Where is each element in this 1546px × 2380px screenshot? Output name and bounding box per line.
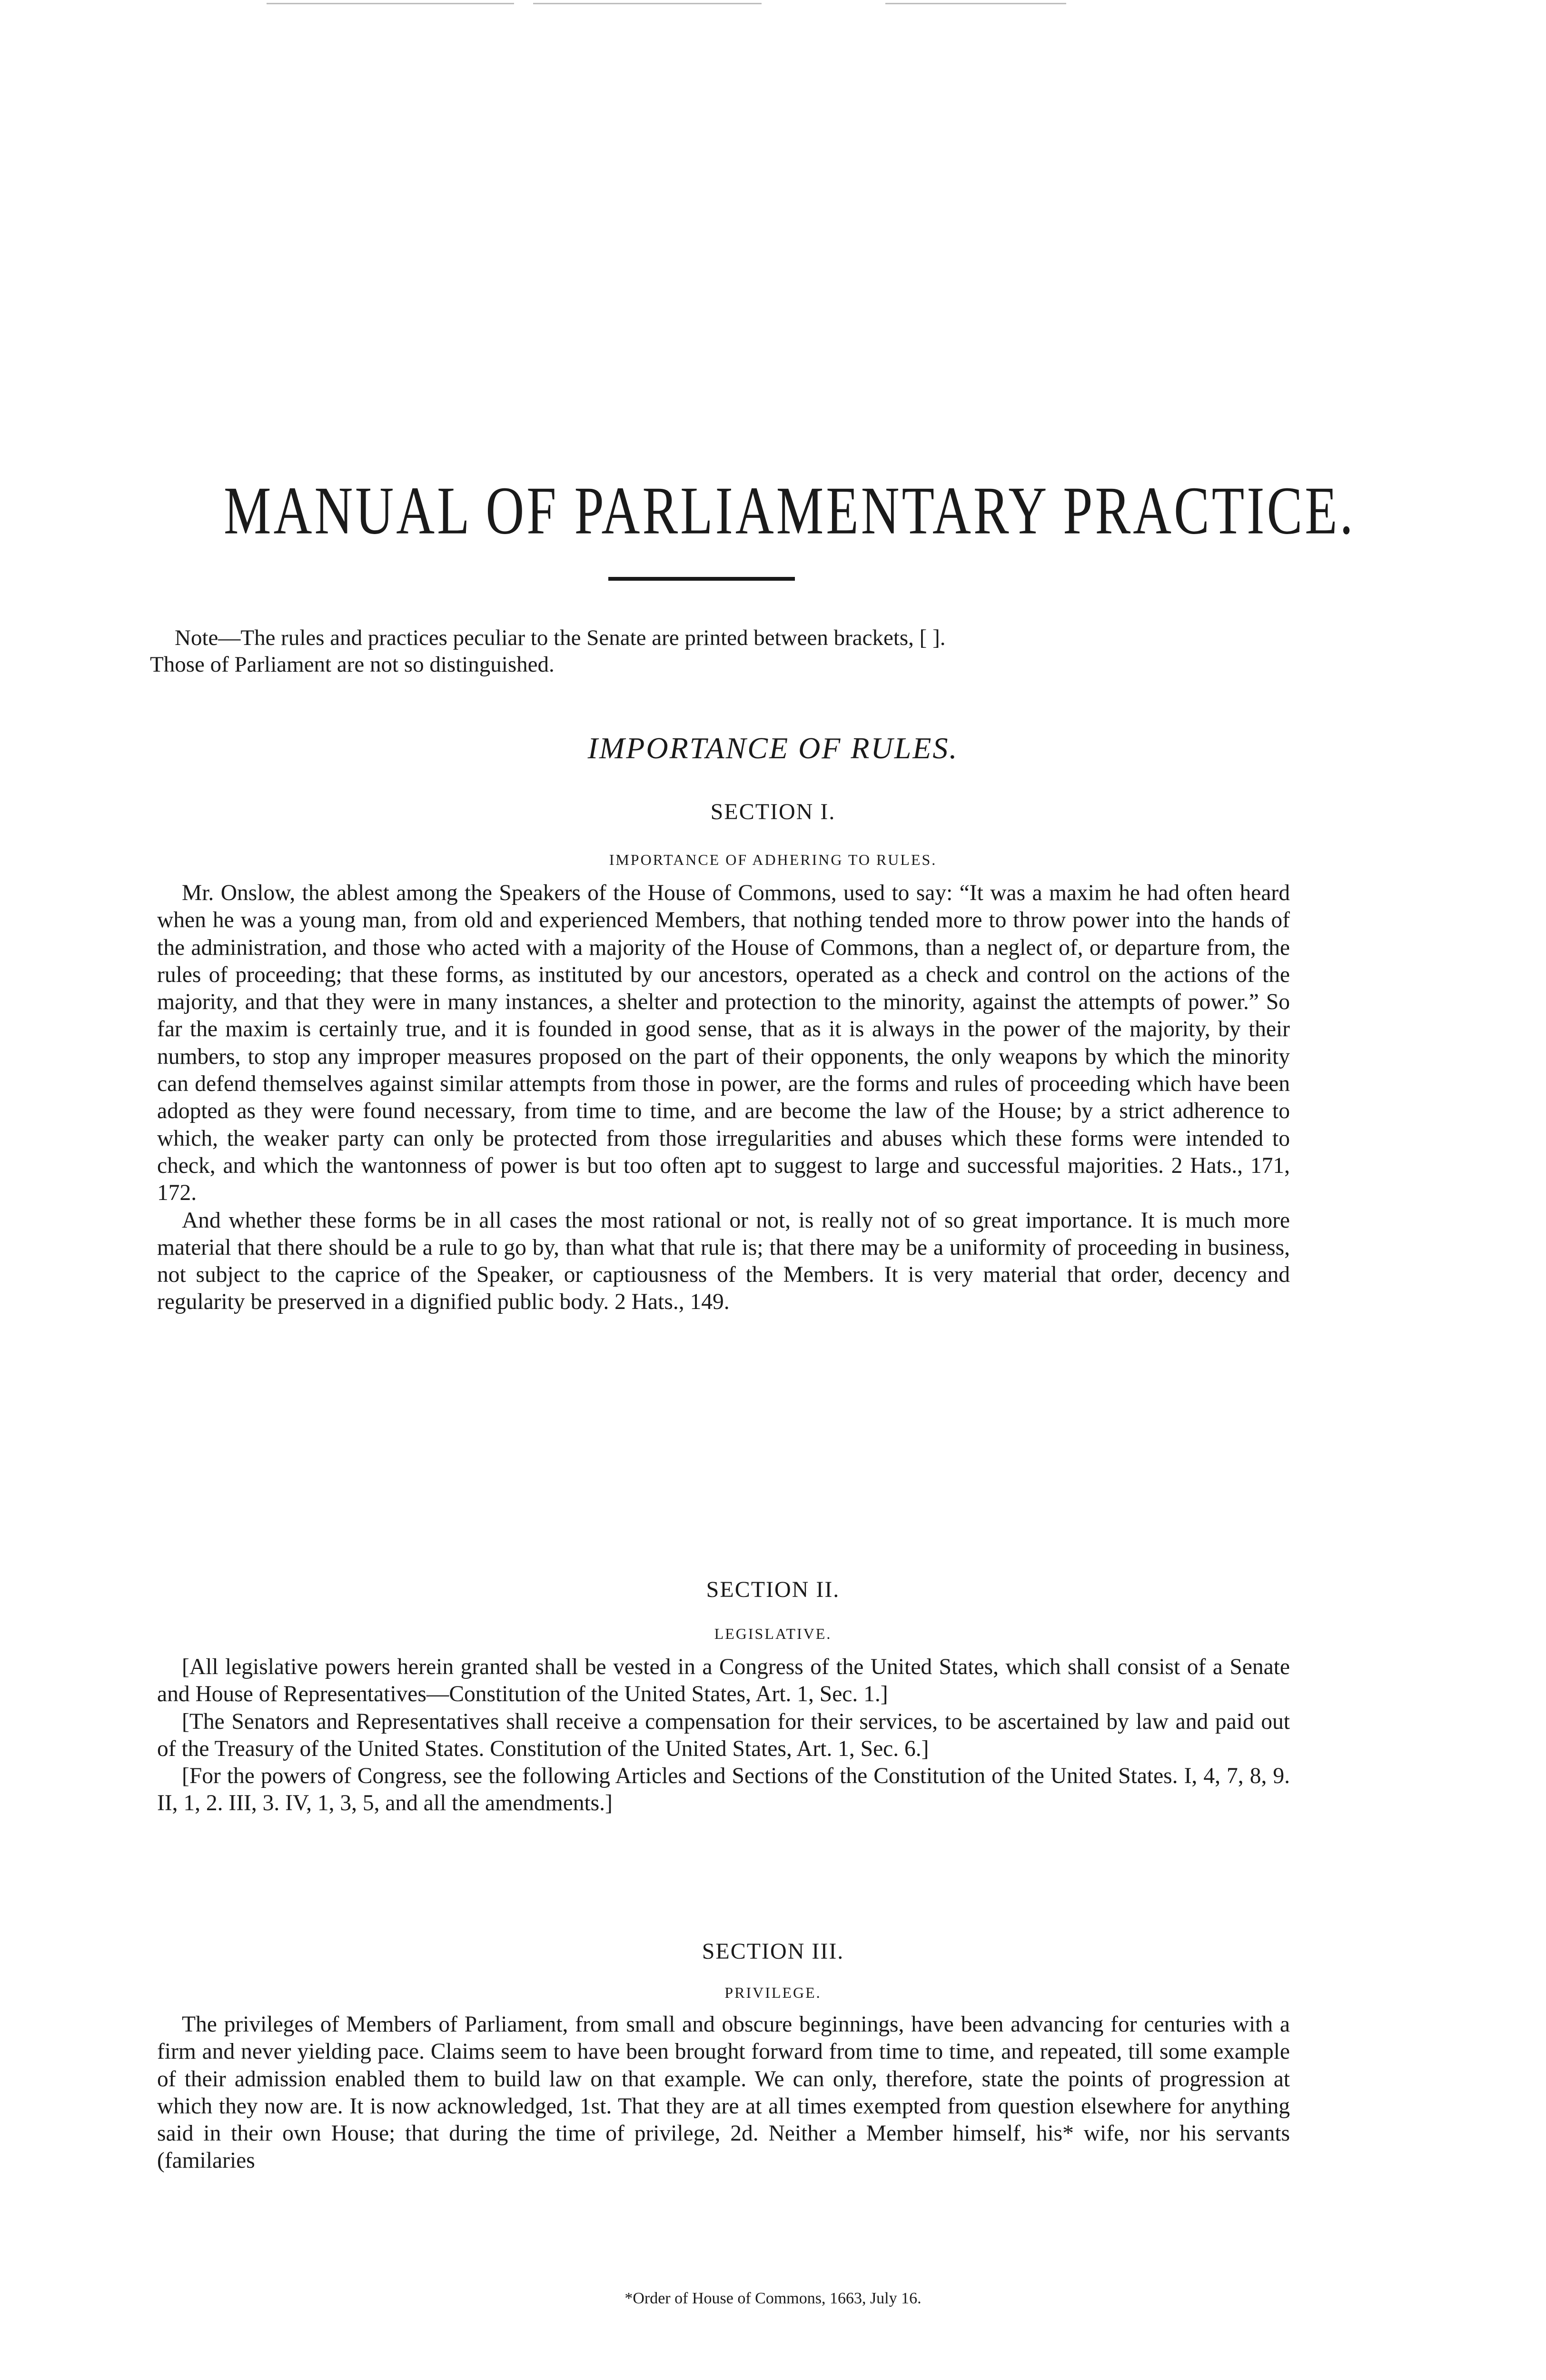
note (150, 625, 1290, 678)
page-title: MANUAL OF PARLIAMENTARY PRACTICE. (224, 473, 1356, 549)
note-line-2: Those of Parliament are not so distinguished. (150, 652, 555, 677)
note-line-1: Note—The rules and practices peculiar to the Senate are printed between brackets, [ ]. (175, 625, 946, 650)
section-2-heading: SECTION II. (706, 1577, 840, 1602)
paragraph: [All legislative powers herein granted shall be vested in a Congress of the United States, which shall consist of a Senate and House of Representatives—Constitution of the United States, Art. 1, Sec. 1.] (157, 1655, 1290, 1707)
paragraph: [The Senators and Representatives shall receive a compensation for their services, to be ascertained by law and paid out of the Treasury of the United States. Constitution of the United States, Art. 1, Sec. 6.] (157, 1709, 1290, 1761)
section-3-heading: SECTION III. (702, 1939, 844, 1964)
paragraph: Mr. Onslow, the ablest among the Speakers of the House of Commons, used to say: “It was a maxim he had often heard when he was a young man, from old and experienced Members, that nothing tended more to throw power into the hands of the administration, and those who acted with a majority of the House of Commons, than a neglect of, or departure from, the rules of proceeding; that these forms, as instituted by our ancestors, operated as a check and control on the actions of the majority, and that they were in many instances, a shelter and protection to the minority, against the attempts of power.” So far the maxim is certainly true, and it is founded in good sense, that as it is always in the power of the majority, by their numbers, to stop any improper measures proposed on the part of their opponents, the only weapons by which the minority can defend themselves against similar attempts from those in power, are the forms and rules of proceeding which have been adopted as they were found necessary, from time to time, and are become the law of the House; by a strict adherence to which, the weaker party can only be protected from those irregularities and abuses which these forms were intended to check, and which the wantonness of power is but too often apt to suggest to large and successful majorities. 2 Hats., 171, 172. (157, 881, 1290, 1206)
scan-edge-marks (0, 0, 1546, 10)
section-2-subheading: LEGISLATIVE. (714, 1625, 832, 1642)
footnote: *Order of House of Commons, 1663, July 16. (624, 2290, 922, 2307)
title-divider (608, 577, 795, 581)
part-heading: IMPORTANCE OF RULES. (587, 731, 959, 765)
section-3-subheading: PRIVILEGE. (724, 1984, 822, 2001)
section-3-body (157, 2011, 1290, 2175)
section-1-heading: SECTION I. (710, 799, 836, 824)
section-1-subheading: IMPORTANCE OF ADHERING TO RULES. (609, 851, 937, 868)
paragraph: The privileges of Members of Parliament, from small and obscure beginnings, have been advancing for centuries with a firm and never yielding pace. Claims seem to have been brought forward from time to time, and repeated, till some example of their admission enabled them to build law on that example. We can only, therefore, state the points of progression at which they now are. It is now acknowledged, 1st. That they are at all times exempted from question elsewhere for anything said in their own House; that during the time of privilege, 2d. Neither a Member himself, his* wife, nor his servants (familaries (157, 2012, 1290, 2173)
section-2-body (157, 1654, 1290, 1817)
paragraph: [For the powers of Congress, see the following Articles and Sections of the Constitution of the United States. I, 4, 7, 8, 9. II, 1, 2. III, 3. IV, 1, 3, 5, and all the amendments.] (157, 1764, 1290, 1816)
paragraph: And whether these forms be in all cases the most rational or not, is really not of so great importance. It is much more material that there should be a rule to go by, than what that rule is; that there may be a uniformity of proceeding in business, not subject to the caprice of the Speaker, or captiousness of the Members. It is very material that order, decency and regularity be preserved in a dignified public body. 2 Hats., 149. (157, 1208, 1290, 1315)
section-1-body (157, 880, 1290, 1316)
